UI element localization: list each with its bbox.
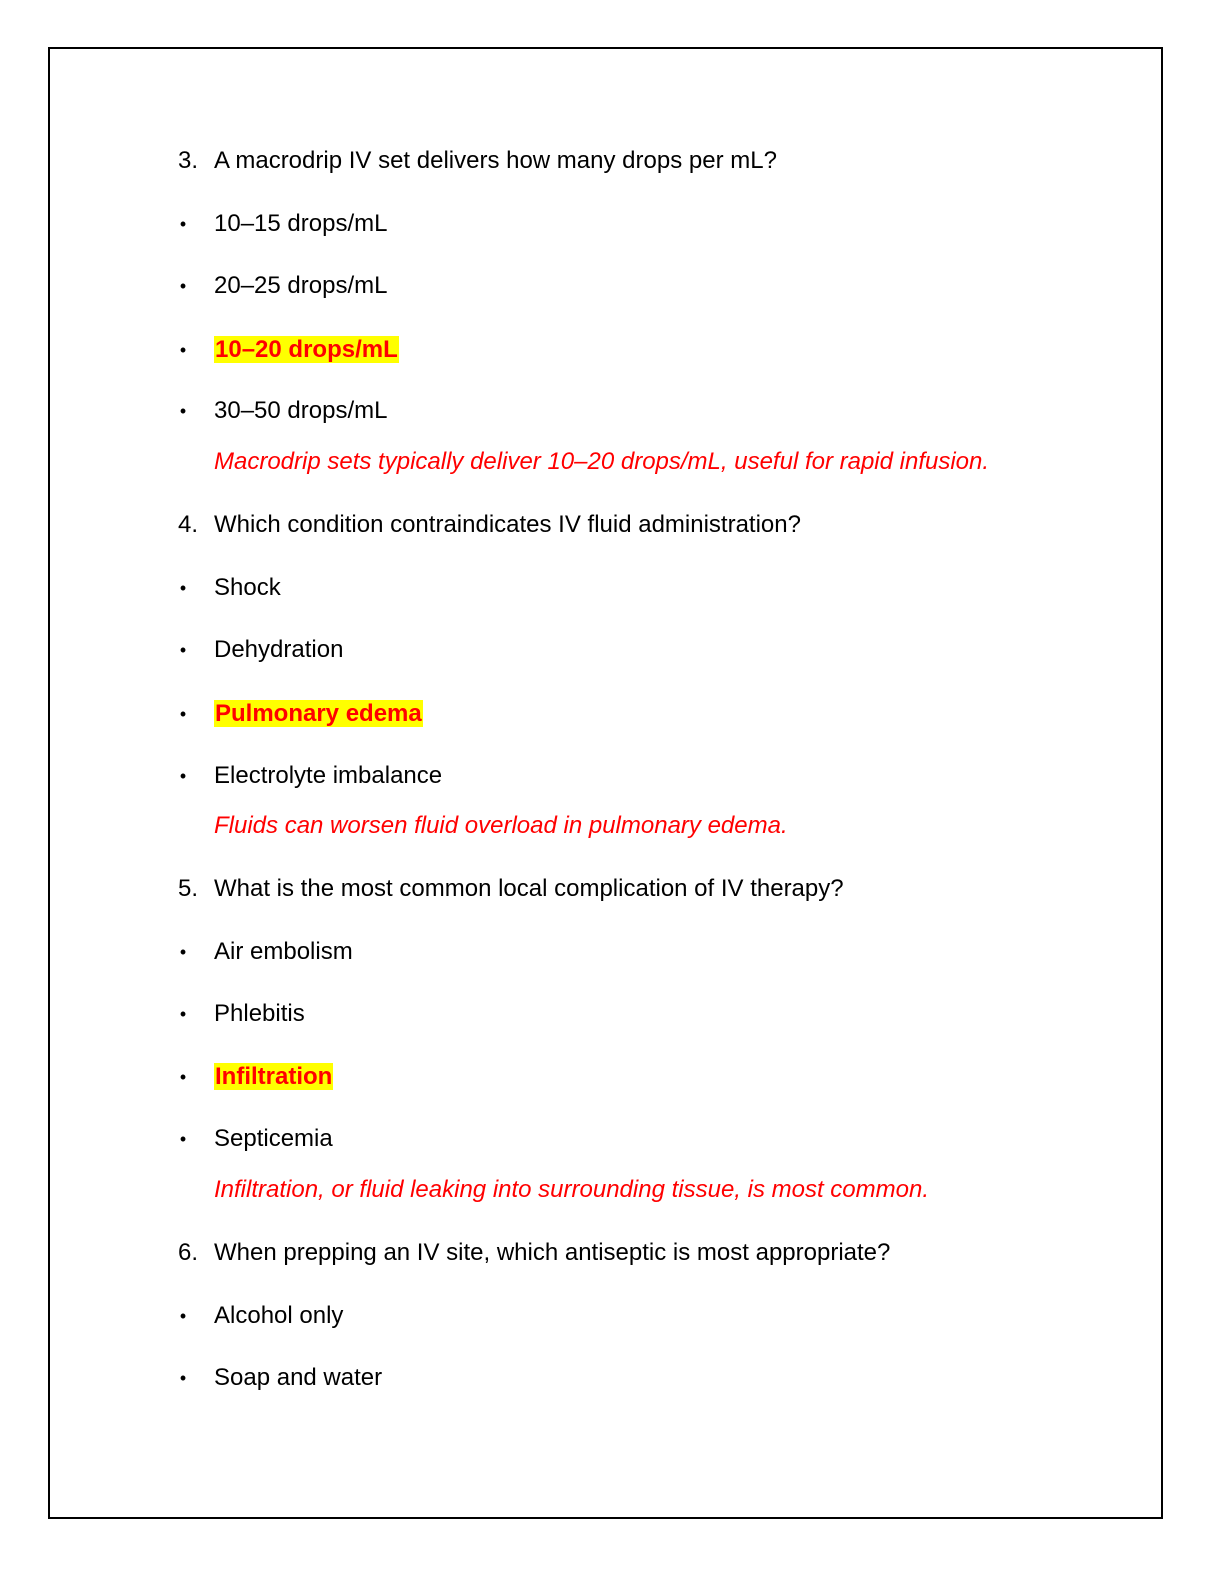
answer-option: Dehydration xyxy=(214,636,344,663)
bullet-icon: • xyxy=(179,1067,187,1087)
question-number: 3. xyxy=(178,147,199,174)
question-number: 4. xyxy=(178,511,199,538)
question-text: When prepping an IV site, which antiseptic is most appropriate? xyxy=(214,1239,891,1266)
answer-option: Air embolism xyxy=(214,938,353,965)
bullet-icon: • xyxy=(179,276,187,296)
question-text: Which condition contraindicates IV fluid administration? xyxy=(214,511,801,538)
bullet-icon: • xyxy=(179,1004,187,1024)
bullet-icon: • xyxy=(179,401,187,421)
answer-option: Shock xyxy=(214,574,281,601)
bullet-icon: • xyxy=(179,1306,187,1326)
bullet-icon: • xyxy=(179,640,187,660)
question-text: What is the most common local complication of IV therapy? xyxy=(214,875,844,902)
bullet-icon: • xyxy=(179,340,187,360)
bullet-icon: • xyxy=(179,1368,187,1388)
bullet-icon: • xyxy=(179,578,187,598)
answer-option: 10–15 drops/mL xyxy=(214,210,388,237)
bullet-icon: • xyxy=(179,942,187,962)
correct-answer-option xyxy=(214,335,399,365)
answer-explanation: Fluids can worsen fluid overload in pulmonary edema. xyxy=(214,812,788,839)
question-text: A macrodrip IV set delivers how many drops per mL? xyxy=(214,147,777,174)
answer-option: 30–50 drops/mL xyxy=(214,397,388,424)
answer-option: 20–25 drops/mL xyxy=(214,272,388,299)
correct-answer-option xyxy=(214,1062,333,1092)
question-number: 6. xyxy=(178,1239,199,1266)
answer-option: Phlebitis xyxy=(214,1000,305,1027)
answer-explanation: Infiltration, or fluid leaking into surrounding tissue, is most common. xyxy=(214,1176,929,1203)
answer-option: Alcohol only xyxy=(214,1302,344,1329)
answer-option: Septicemia xyxy=(214,1125,333,1152)
correct-answer-highlight: Pulmonary edema xyxy=(215,700,422,727)
correct-answer-highlight: Infiltration xyxy=(215,1063,333,1090)
bullet-icon: • xyxy=(179,704,187,724)
bullet-icon: • xyxy=(179,1129,187,1149)
bullet-icon: • xyxy=(179,214,187,234)
correct-answer-option xyxy=(214,699,423,729)
correct-answer-highlight: 10–20 drops/mL xyxy=(215,336,398,363)
answer-explanation: Macrodrip sets typically deliver 10–20 drops/mL, useful for rapid infusion. xyxy=(214,448,990,475)
answer-option: Electrolyte imbalance xyxy=(214,762,443,789)
answer-option: Soap and water xyxy=(214,1364,383,1391)
bullet-icon: • xyxy=(179,766,187,786)
question-number: 5. xyxy=(178,875,199,902)
